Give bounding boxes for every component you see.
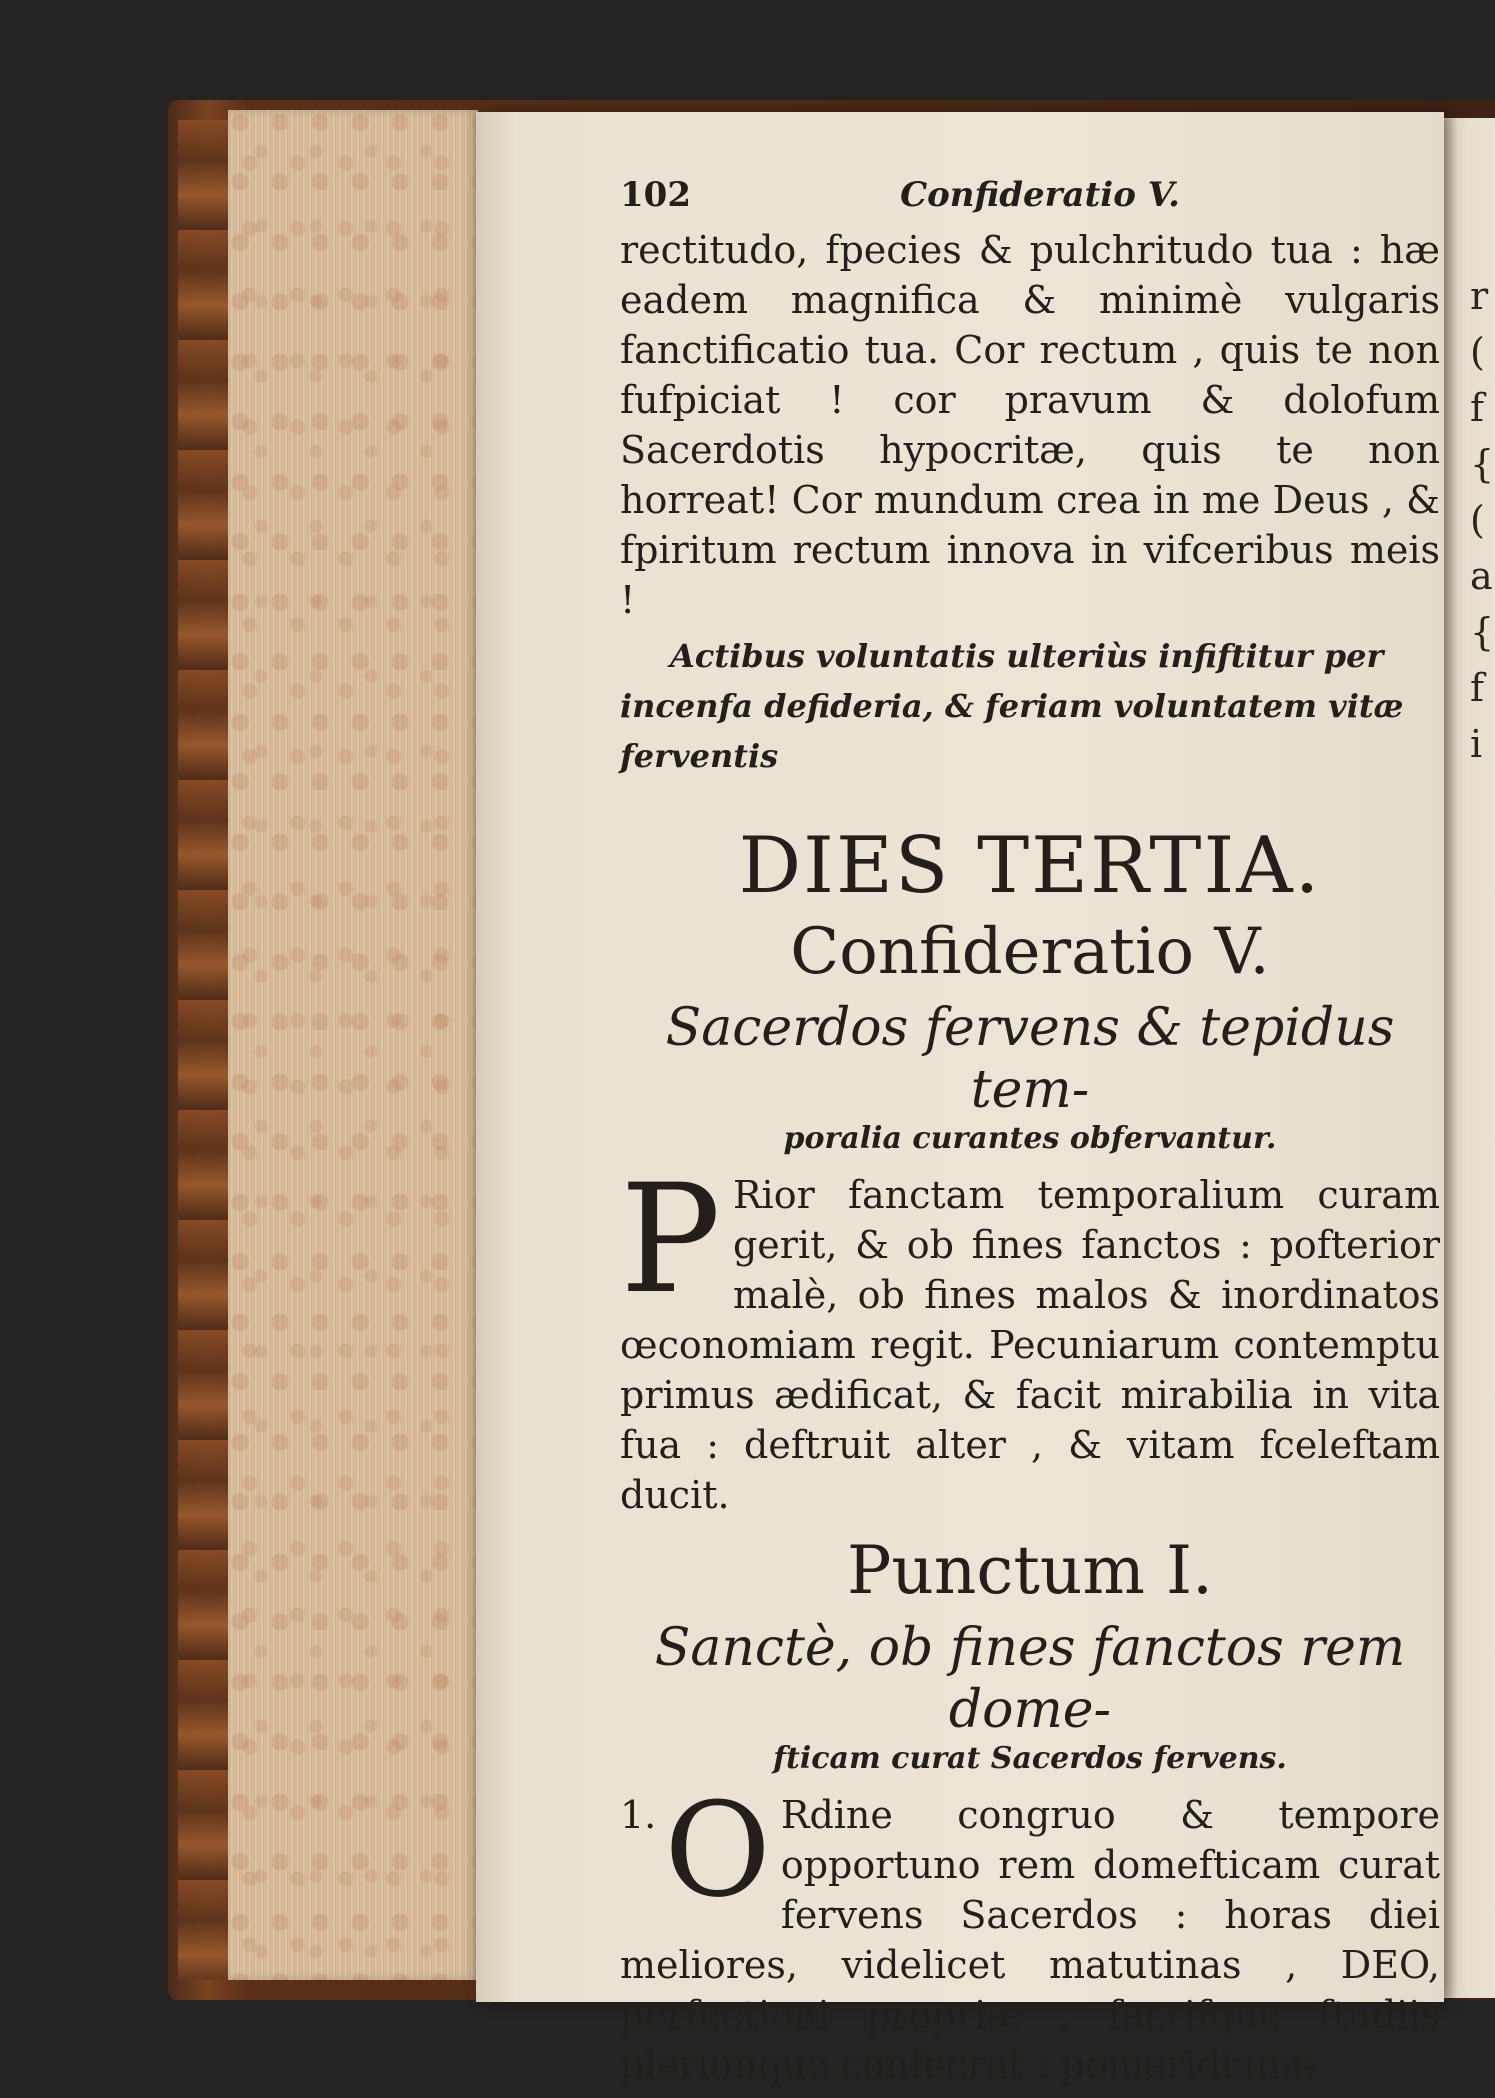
paragraph-prior	[620, 1153, 1440, 1520]
paragraph-prior-text: Rior fanctam temporalium curam gerit, & ob fines fanctos : pofterior malè, ob fines malos & inordinatos œconomiam regit. Pecuniarum contemptu primus ædificat, & facit mirabilia in vita fua : deftruit alter , & vitam fceleftam ducit.	[620, 1173, 1440, 1517]
page-number: 102	[620, 175, 691, 215]
page-text	[620, 175, 1440, 2090]
dropcap-o: O	[664, 1774, 771, 1926]
running-title: Confideratio V.	[900, 175, 1180, 215]
page-edge-stains	[228, 110, 478, 1980]
paragraph-ordine-text: Rdine congruo & tempore opportuno rem domefticam curat fervens Sacerdos : horas diei meliores, videlicet matutinas , DEO, perfectioni propriæ , facrifque ftudiis plerumque confecrat : pomeridianæ	[620, 1793, 1440, 2087]
punctum-subtitle: Sanctè, ob fines fanctos rem dome-	[654, 1618, 1406, 1740]
punctum-heading: Punctum I.	[846, 1532, 1214, 1609]
consideratio-heading: Confideratio V.	[790, 915, 1270, 989]
intro-paragraph: rectitudo, fpecies & pulchritudo tua : hæ eadem magnifica & minimè vulgaris fanctificatio tua. Cor rectum , quis te non fufpiciat ! cor pravum & dolofum Sacerdotis hypocritæ, quis te non horreat! Cor mundum crea in me Deus , & fpiritum rectum innova in vifceribus meis !	[620, 228, 1440, 622]
subtitle-heading: Sacerdos fervens & tepidus tem-	[665, 998, 1395, 1120]
subtitle-continuation: poralia curantes obfervantur.	[783, 1121, 1277, 1156]
facing-page-letters: r ( f { ( a { f i	[1470, 274, 1495, 766]
italic-note: Actibus voluntatis ulteriùs infiftitur per incenfa defideria, & feriam voluntatem vitæ ferventis	[620, 637, 1404, 775]
facing-page-edge	[1440, 118, 1495, 1998]
day-heading: DIES TERTIA.	[738, 821, 1322, 911]
paragraph-number: 1.	[620, 1793, 657, 1837]
running-header	[620, 175, 1180, 215]
dropcap-p: P	[620, 1153, 721, 1327]
book-spine	[178, 120, 228, 1980]
punctum-subtitle-continuation: fticam curat Sacerdos fervens.	[773, 1741, 1287, 1776]
paragraph-ordine	[620, 1774, 1440, 2090]
